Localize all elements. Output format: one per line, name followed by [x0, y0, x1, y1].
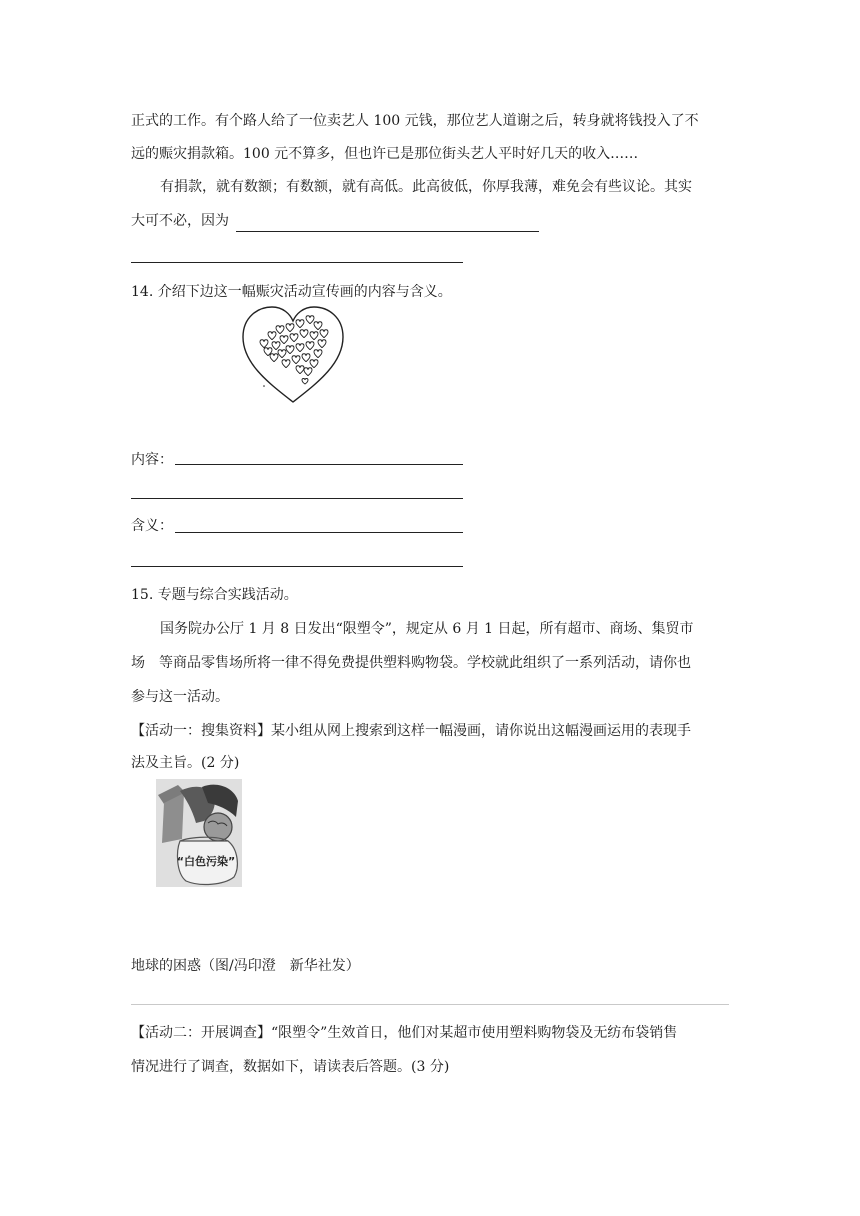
question-15-title: 15. 专题与综合实践活动。: [131, 587, 298, 603]
answer-blank[interactable]: [236, 231, 539, 232]
heart-map-poster: [240, 304, 346, 406]
paragraph-line: 正式的工作。有个路人给了一位卖艺人 100 元钱，那位艺人道谢之后，转身就将钱投入了不: [131, 113, 699, 129]
paragraph-line: 远的赈灾捐款箱。100 元不算多，但也许已是那位街头艺人平时好几天的收入……: [131, 146, 639, 162]
paragraph-line: 国务院办公厅 1 月 8 日发出“限塑令”，规定从 6 月 1 日起，所有超市、商场、集贸市: [160, 621, 694, 637]
paragraph-line: 有捐款，就有数额；有数额，就有高低。此高彼低，你厚我薄，难免会有些议论。其实: [160, 179, 692, 195]
paragraph-line: 大可不必，因为: [131, 213, 229, 229]
paragraph-line: 场 等商品零售场所将一律不得免费提供塑料购物袋。学校就此组织了一系列活动，请你也: [131, 655, 691, 671]
meaning-label: 含义：: [131, 518, 173, 534]
meaning-answer-blank[interactable]: [175, 532, 463, 533]
content-answer-blank[interactable]: [131, 498, 463, 499]
content-answer-blank[interactable]: [175, 464, 463, 465]
heart-outline: [243, 307, 343, 402]
activity-1-text: 法及主旨。(2 分): [131, 755, 240, 771]
bag-label-text: “白色污染”: [176, 855, 236, 868]
activity-2-text: 情况进行了调查，数据如下，请读表后答题。(3 分): [131, 1059, 450, 1075]
separator-line: [131, 1004, 729, 1005]
image-caption: 地球的困惑（图/冯印澄 新华社发）: [131, 958, 360, 974]
content-label: 内容：: [131, 452, 173, 468]
paragraph-line: 参与这一活动。: [131, 689, 229, 705]
answer-blank[interactable]: [131, 262, 463, 263]
question-14-title: 14. 介绍下边这一幅赈灾活动宣传画的内容与含义。: [131, 284, 452, 300]
activity-1-text: 【活动一：搜集资料】某小组从网上搜索到这样一幅漫画，请你说出这幅漫画运用的表现手: [131, 723, 691, 739]
earth-cartoon-image: [156, 779, 242, 887]
meaning-answer-blank[interactable]: [131, 566, 463, 567]
activity-2-text: 【活动二：开展调查】“限塑令”生效首日，他们对某超市使用塑料购物袋及无纺布袋销售: [131, 1025, 678, 1041]
